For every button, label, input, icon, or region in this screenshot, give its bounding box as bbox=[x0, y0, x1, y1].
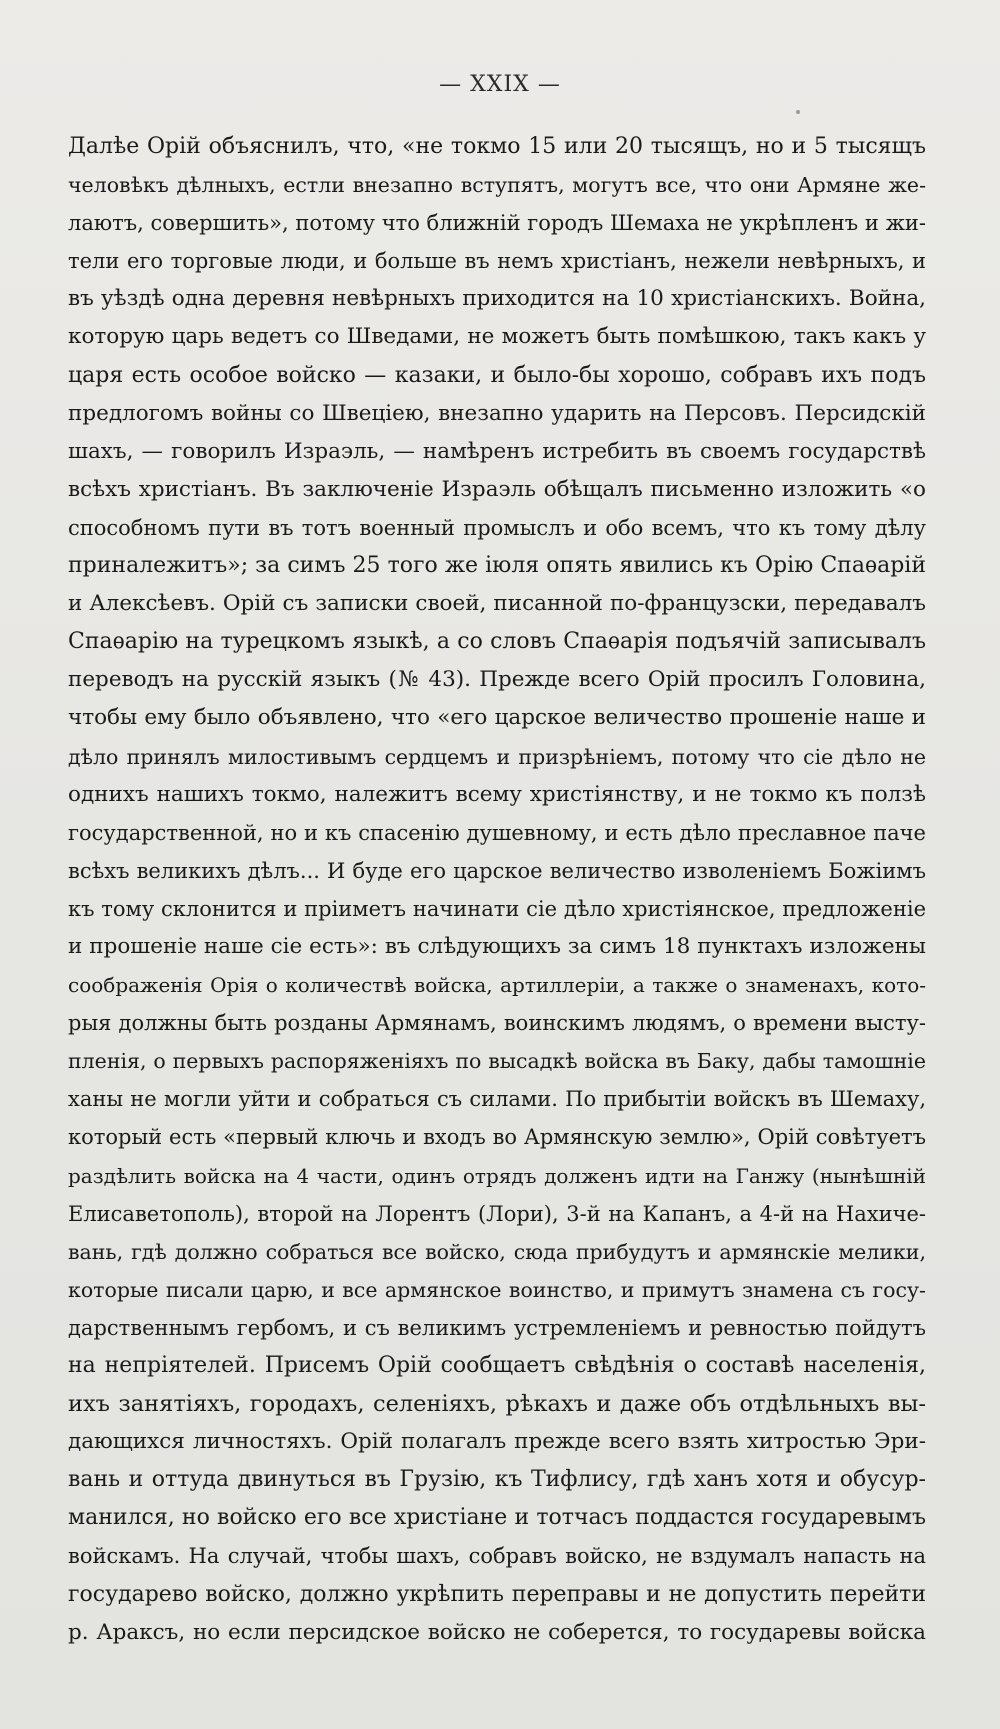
text-line: царя есть особое войско — казаки, и было-бы хорошо, собравъ ихъ подъ bbox=[68, 362, 926, 388]
text-line: тели его торговые люди, и больше въ немъ христіанъ, нежели невѣрныхъ, и bbox=[68, 249, 926, 274]
text-line: пленія, о первыхъ распоряженіяхъ по высадкѣ войска въ Баку, дабы тамошніе bbox=[68, 1049, 926, 1074]
text-line: манился, но войско его все христіане и тотчасъ поддастся государевымъ bbox=[68, 1505, 926, 1531]
text-line: всѣхъ христіанъ. Въ заключеніе Израэль обѣщалъ письменно изложить «о bbox=[68, 476, 926, 502]
text-line: предлогомъ войны со Швеціею, внезапно ударить на Персовъ. Персидскій bbox=[68, 400, 926, 426]
text-line: вань, гдѣ должно собраться все войско, сюда прибудутъ и армянскіе мелики, bbox=[68, 1239, 926, 1264]
text-line: на непріятелей. Присемъ Орій сообщаетъ свѣдѣнія о составѣ населенія, bbox=[68, 1353, 926, 1378]
text-line: раздѣлить войска на 4 части, одинъ отрядъ долженъ идти на Ганжу (нынѣшній bbox=[68, 1163, 926, 1188]
body-text bbox=[68, 128, 926, 1652]
text-line: лаютъ, совершить», потому что ближній городъ Шемаха не укрѣпленъ и жи- bbox=[68, 211, 926, 236]
text-line: которую царь ведетъ со Шведами, не можетъ быть помѣшкою, такъ какъ у bbox=[68, 324, 926, 350]
text-line: Спаѳарію на турецкомъ языкѣ, а со словъ Спаѳарія подъячій записывалъ bbox=[68, 629, 926, 655]
text-line: шахъ, — говорилъ Израэль, — намѣренъ истребить въ своемъ государствѣ bbox=[68, 438, 926, 464]
text-line: къ тому склонится и пріиметъ начинати сіе дѣло христіянское, предложеніе bbox=[68, 896, 926, 921]
text-line: р. Араксъ, но если персидское войско не соберется, то государевы войска bbox=[68, 1619, 926, 1645]
text-line: государево войско, должно укрѣпить переправы и не допустить перейти bbox=[68, 1581, 926, 1607]
text-line: чтобы ему было объявлено, что «его царское величество прошеніе наше и bbox=[68, 705, 926, 731]
text-line: дающихся личностяхъ. Орій полагалъ прежде всего взять хитростью Эри- bbox=[68, 1429, 926, 1455]
text-line: рыя должны быть розданы Армянамъ, воинскимъ людямъ, о времени высту- bbox=[68, 1011, 926, 1036]
text-line: ихъ занятіяхъ, городахъ, селеніяхъ, рѣкахъ и даже объ отдѣльныхъ вы- bbox=[68, 1391, 926, 1418]
text-line: способномъ пути въ тотъ военный промыслъ и обо всемъ, что къ тому дѣлу bbox=[68, 515, 926, 540]
text-line: всѣхъ великихъ дѣлъ... И буде его царское величество изволеніемъ Божіимъ bbox=[68, 858, 926, 883]
text-line: переводъ на русскій языкъ (№ 43). Прежде всего Орій просилъ Головина, bbox=[68, 667, 926, 693]
text-line: и прошеніе наше сіе есть»: въ слѣдующихъ за симъ 18 пунктахъ изложены bbox=[68, 933, 926, 959]
text-line: Далѣе Орій объяснилъ, что, «не токмо 15 или 20 тысящъ, но и 5 тысящъ bbox=[68, 134, 926, 159]
text-line: дарственнымъ гербомъ, и съ великимъ устремленіемъ и ревностью пойдутъ bbox=[68, 1315, 926, 1340]
text-line: въ уѣздѣ одна деревня невѣрныхъ приходится на 10 христіанскихъ. Война, bbox=[68, 286, 926, 312]
text-line: государственной, но и къ спасенію душевному, и есть дѣло преславное паче bbox=[68, 820, 926, 845]
text-line: однихъ нашихъ токмо, належитъ всему христіянству, и не токмо къ ползѣ bbox=[68, 781, 926, 807]
text-line: вань и оттуда двинуться въ Грузію, къ Тифлису, гдѣ ханъ хотя и обусур- bbox=[68, 1467, 926, 1493]
page-number: — XXIX — bbox=[439, 72, 561, 97]
text-line: ханы не могли уйти и собраться съ силами. По прибытіи войскъ въ Шемаху, bbox=[68, 1087, 926, 1112]
text-line: и Алексѣевъ. Орій съ записки своей, писанной по-французски, передавалъ bbox=[68, 591, 926, 617]
text-line: войскамъ. На случай, чтобы шахъ, собравъ войско, не вздумалъ напасть на bbox=[68, 1544, 926, 1569]
text-line: дѣло принялъ милостивымъ сердцемъ и призрѣніемъ, потому что сіе дѣло не bbox=[68, 744, 926, 769]
text-line: Елисаветополь), второй на Лорентъ (Лори), 3-й на Капанъ, а 4-й на Нахиче- bbox=[68, 1201, 926, 1226]
text-line: который есть «первый ключь и входъ во Армянскую землю», Орій совѣтуетъ bbox=[68, 1125, 926, 1150]
text-line: соображенія Орія о количествѣ войска, артиллеріи, а также о знаменахъ, кото- bbox=[68, 973, 926, 998]
paper-speck bbox=[796, 110, 800, 114]
text-line: приналежитъ»; за симъ 25 того же іюля опять явились къ Орію Спаѳарій bbox=[68, 553, 926, 579]
text-line: человѣкъ дѣлныхъ, естли внезапно вступятъ, могутъ все, что они Армяне же- bbox=[68, 173, 926, 198]
text-line: которые писали царю, и все армянское воинство, и примутъ знамена съ госу- bbox=[68, 1277, 926, 1302]
